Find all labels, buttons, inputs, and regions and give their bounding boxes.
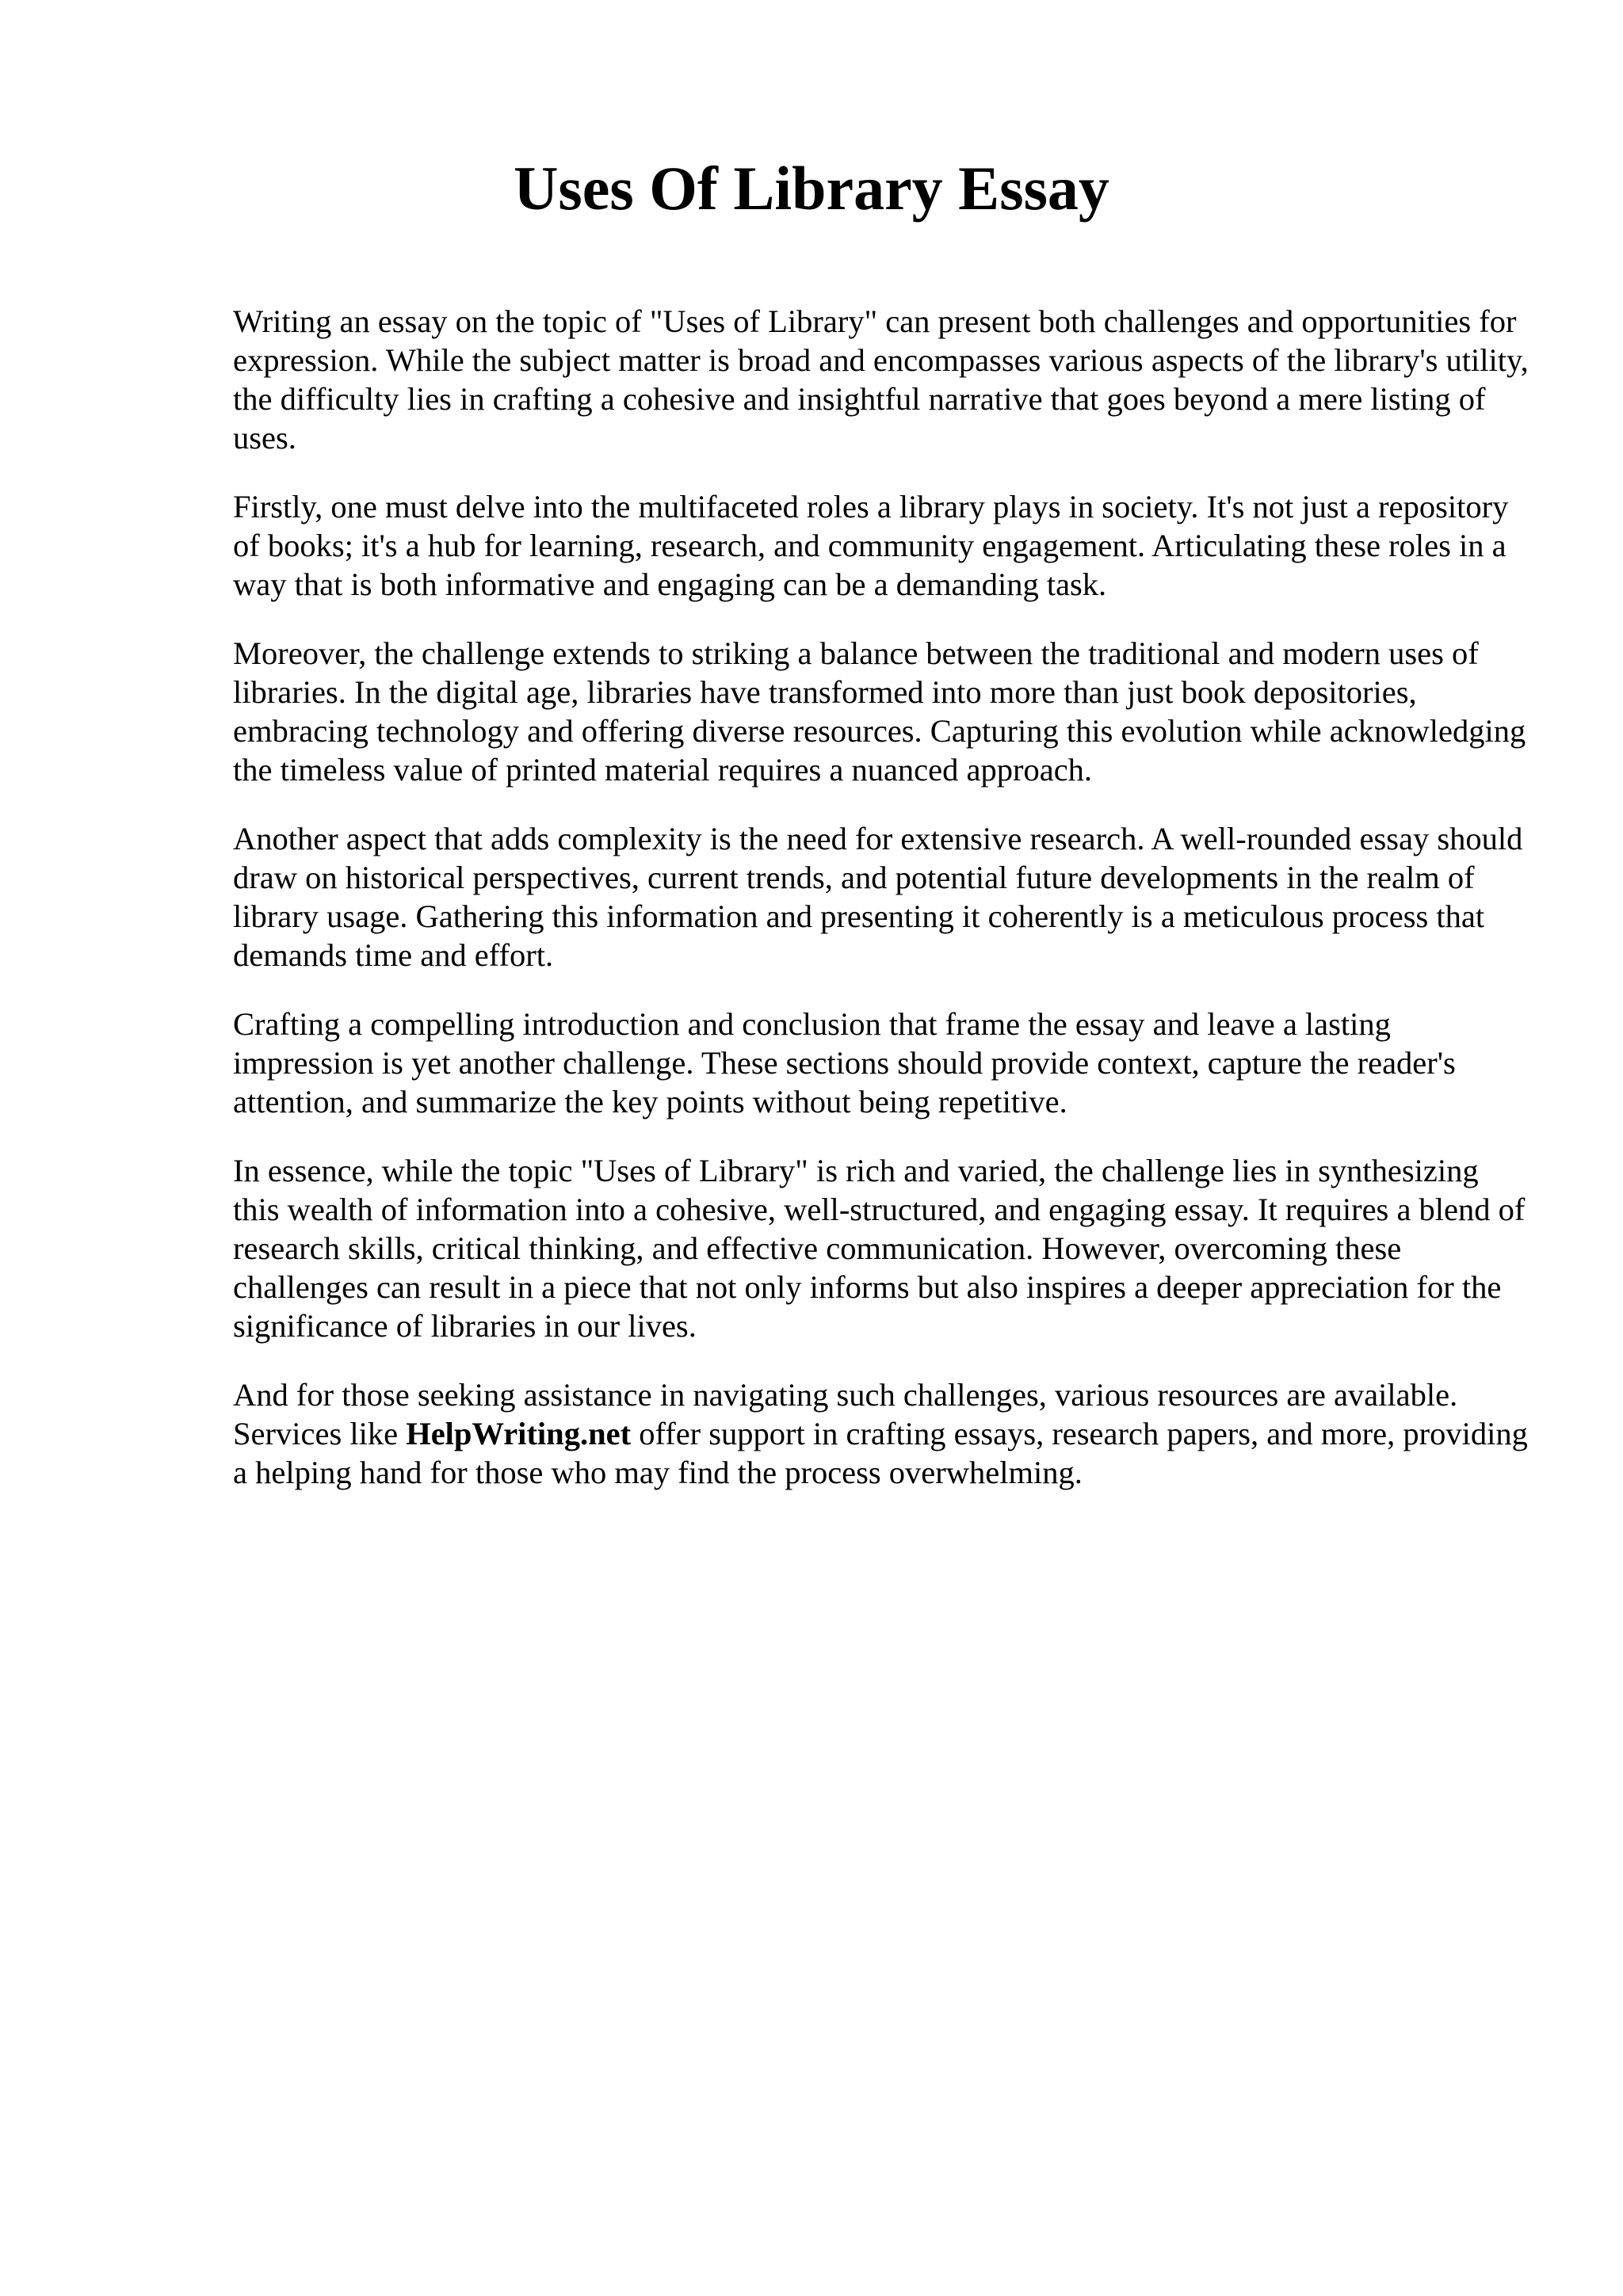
essay-paragraph-1: Writing an essay on the topic of "Uses of Library" can present both challenges and opportunities for expression. While the subject matter is broad and encompasses various aspects of the library's utility, the difficulty lies in crafting a cohesive and insightful narrative that goes beyond a mere listing of uses. [233,303,1529,456]
final-paragraph-lead: And for those seeking assistance in navigating such challenges, various resources are available. Services like [233,1377,1458,1451]
essay-paragraph-4: Another aspect that adds complexity is the need for extensive research. A well-rounded essay should draw on historical perspectives, current trends, and potential future developments in the realm of library usage. Gathering this information and presenting it coherently is a meticulous process that demands time and effort. [233,821,1523,973]
service-link[interactable]: HelpWriting.net [406,1416,632,1451]
essay-paragraph-3: Moreover, the challenge extends to striking a balance between the traditional and modern uses of libraries. In the digital age, libraries have transformed into more than just book depositories, embracing technology and offering diverse resources. Capturing this evolution while acknowledging the timeless value of printed material requires a nuanced approach. [233,635,1526,788]
page-title: Uses Of Library Essay [514,154,1109,223]
essay-paragraph-7 [233,1375,1533,1492]
essay-body [233,302,1533,1522]
essay-paragraph-6: In essence, while the topic "Uses of Library" is rich and varied, the challenge lies in synthesizing this wealth of information into a cohesive, well-structured, and engaging essay. It requires a blend of research skills, critical thinking, and effective communication. However, overcoming these challenges can result in a piece that not only informs but also inspires a deeper appreciation for the significance of libraries in our lives. [233,1153,1526,1344]
essay-paragraph-5: Crafting a compelling introduction and conclusion that frame the essay and leave a lasting impression is yet another challenge. These sections should provide context, capture the reader's attention, and summarize the key points without being repetitive. [233,1006,1456,1119]
essay-paragraph-2: Firstly, one must delve into the multifaceted roles a library plays in society. It's not just a repository of books; it's a hub for learning, research, and community engagement. Articulating these roles in a way that is both informative and engaging can be a demanding task. [233,489,1509,602]
final-paragraph-tail: offer support in crafting essays, research papers, and more, providing a helping hand for those who may find the process overwhelming. [233,1416,1528,1490]
